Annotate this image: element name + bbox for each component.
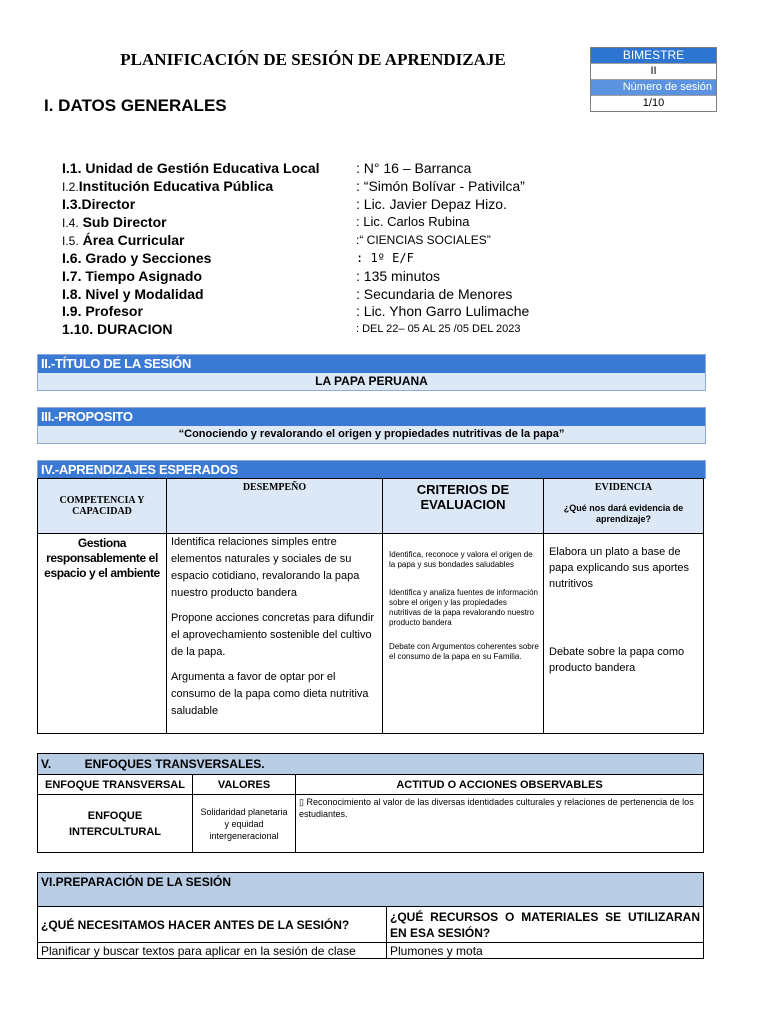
datos-label: I.1. Unidad de Gestión Educativa Local — [62, 160, 320, 176]
datos-value: : Lic. Yhon Garro Lulimache — [356, 303, 530, 319]
datos-value: : DEL 22– 05 AL 25 /05 DEL 2023 — [356, 323, 521, 335]
preparacion-col1-header: ¿QUÉ NECESITAMOS HACER ANTES DE LA SESIÓN? — [38, 907, 387, 943]
header-desempeno: DESEMPEÑO — [167, 479, 383, 534]
datos-label: I.6. Grado y Secciones — [62, 250, 212, 266]
session-number-value: 1/10 — [591, 96, 716, 111]
enfoques-number: V. — [41, 757, 52, 771]
section-proposito — [37, 407, 706, 444]
section-proposito-heading: III.-PROPOSITO — [38, 408, 705, 426]
enfoque-cell: ENFOQUE INTERCULTURAL — [38, 795, 193, 853]
datos-value: : N° 16 – Barranca — [356, 160, 472, 176]
session-title: LA PAPA PERUANA — [38, 373, 705, 390]
bimestre-label: BIMESTRE — [591, 48, 716, 64]
datos-value: : “Simón Bolívar - Pativilca” — [356, 178, 525, 194]
section-aprendizajes — [37, 460, 706, 479]
evidencia-item: Elabora un plato a base de papa explicando sus aportes nutritivos — [549, 546, 690, 590]
datos-value: : Lic. Carlos Rubina — [356, 214, 470, 229]
enfoques-heading: ENFOQUES TRANSVERSALES. — [84, 757, 265, 771]
section-aprendizajes-heading: IV.-APRENDIZAJES ESPERADOS — [38, 461, 705, 479]
header-competencia: COMPETENCIA Y CAPACIDAD — [38, 479, 167, 534]
competencia-cell: Gestiona responsablemente el espacio y el ambiente — [38, 534, 167, 734]
header-evidencia — [544, 479, 704, 534]
valores-cell: Solidaridad planetaria y equidad intergeneracional — [193, 795, 296, 853]
datos-label: Institución Educativa Pública — [78, 178, 274, 194]
datos-value: : 1º E/F — [356, 251, 414, 265]
section-titulo-heading: II.-TÍTULO DE LA SESIÓN — [38, 355, 705, 373]
page-title: PLANIFICACIÓN DE SESIÓN DE APRENDIZAJE — [120, 50, 506, 69]
preparacion-col2-value: Plumones y mota — [387, 943, 704, 959]
header-valores: VALORES — [193, 775, 296, 795]
datos-value: : 135 minutos — [356, 268, 441, 284]
evidencia-cell — [544, 534, 704, 734]
datos-label: I.8. Nivel y Modalidad — [62, 286, 204, 302]
proposito-text: “Conociendo y revalorando el origen y propiedades nutritivas de la papa” — [38, 426, 705, 443]
session-number-label: Número de sesión — [591, 80, 716, 96]
desempeno-item: Identifica relaciones simples entre elementos naturales y sociales de su espacio cotidiano, revalorando la papa nuestro producto bandera — [171, 536, 360, 599]
datos-label: Sub Director — [78, 214, 167, 230]
datos-label: Área Curricular — [78, 232, 185, 248]
header-actitud: ACTITUD O ACCIONES OBSERVABLES — [296, 775, 704, 795]
datos-value: :“ CIENCIAS SOCIALES” — [356, 233, 491, 247]
header-evidencia-sub: ¿Qué nos dará evidencia de aprendizaje? — [563, 503, 684, 524]
criterio-item: Identifica y analiza fuentes de información sobre el origen y las propiedades nutritivas de la papa revalorando nuestro producto bandera — [389, 588, 538, 627]
criterios-cell — [383, 534, 544, 734]
bimestre-value: II — [591, 64, 716, 80]
criterio-item: Debate con Argumentos coherentes sobre el consumo de la papa en su Familia. — [389, 642, 539, 661]
datos-label: I.9. Profesor — [62, 303, 143, 319]
criterio-item: Identifica, reconoce y valora el origen de la papa y sus bondades saludables — [389, 550, 533, 569]
header-evidencia-label: EVIDENCIA — [594, 482, 653, 493]
header-criterios: CRITERIOS DE EVALUACION — [383, 479, 544, 534]
aprendizajes-table — [37, 478, 704, 734]
section-titulo — [37, 354, 706, 391]
actitud-text: Reconocimiento al valor de las diversas identidades culturales y relaciones de pertenencia de los estudiantes. — [299, 797, 694, 819]
datos-label: I.3.Director — [62, 196, 136, 212]
datos-value: : Secundaria de Menores — [356, 286, 513, 302]
evidencia-item: Debate sobre la papa como producto bandera — [549, 646, 685, 674]
datos-label: 1.10. DURACION — [62, 321, 173, 337]
enfoques-table — [37, 753, 704, 853]
preparacion-heading: VI.PREPARACIÓN DE LA SESIÓN — [38, 873, 704, 907]
desempeno-item: Argumenta a favor de optar por el consumo de la papa como dieta nutritiva saludable — [171, 671, 369, 717]
datos-value: : Lic. Javier Depaz Hizo. — [356, 196, 507, 212]
desempeno-item: Propone acciones concretas para difundir el aprovechamiento sostenible del cultivo de la papa. — [171, 612, 375, 658]
preparacion-col2-header: ¿QUÉ RECURSOS O MATERIALES SE UTILIZARAN EN ESA SESIÓN? — [387, 907, 704, 943]
preparacion-col1-value: Planificar y buscar textos para aplicar en la sesión de clase — [38, 943, 387, 959]
header-enfoque: ENFOQUE TRANSVERSAL — [38, 775, 193, 795]
enfoques-heading-row — [38, 754, 704, 775]
preparacion-table — [37, 872, 704, 959]
bimestre-box — [590, 47, 717, 112]
actitud-cell — [296, 795, 704, 853]
section-datos-generales-heading: I. DATOS GENERALES — [44, 96, 227, 115]
checkbox-icon: ▯ — [299, 797, 304, 807]
desempeno-cell — [167, 534, 383, 734]
datos-label: I.7. Tiempo Asignado — [62, 268, 203, 284]
